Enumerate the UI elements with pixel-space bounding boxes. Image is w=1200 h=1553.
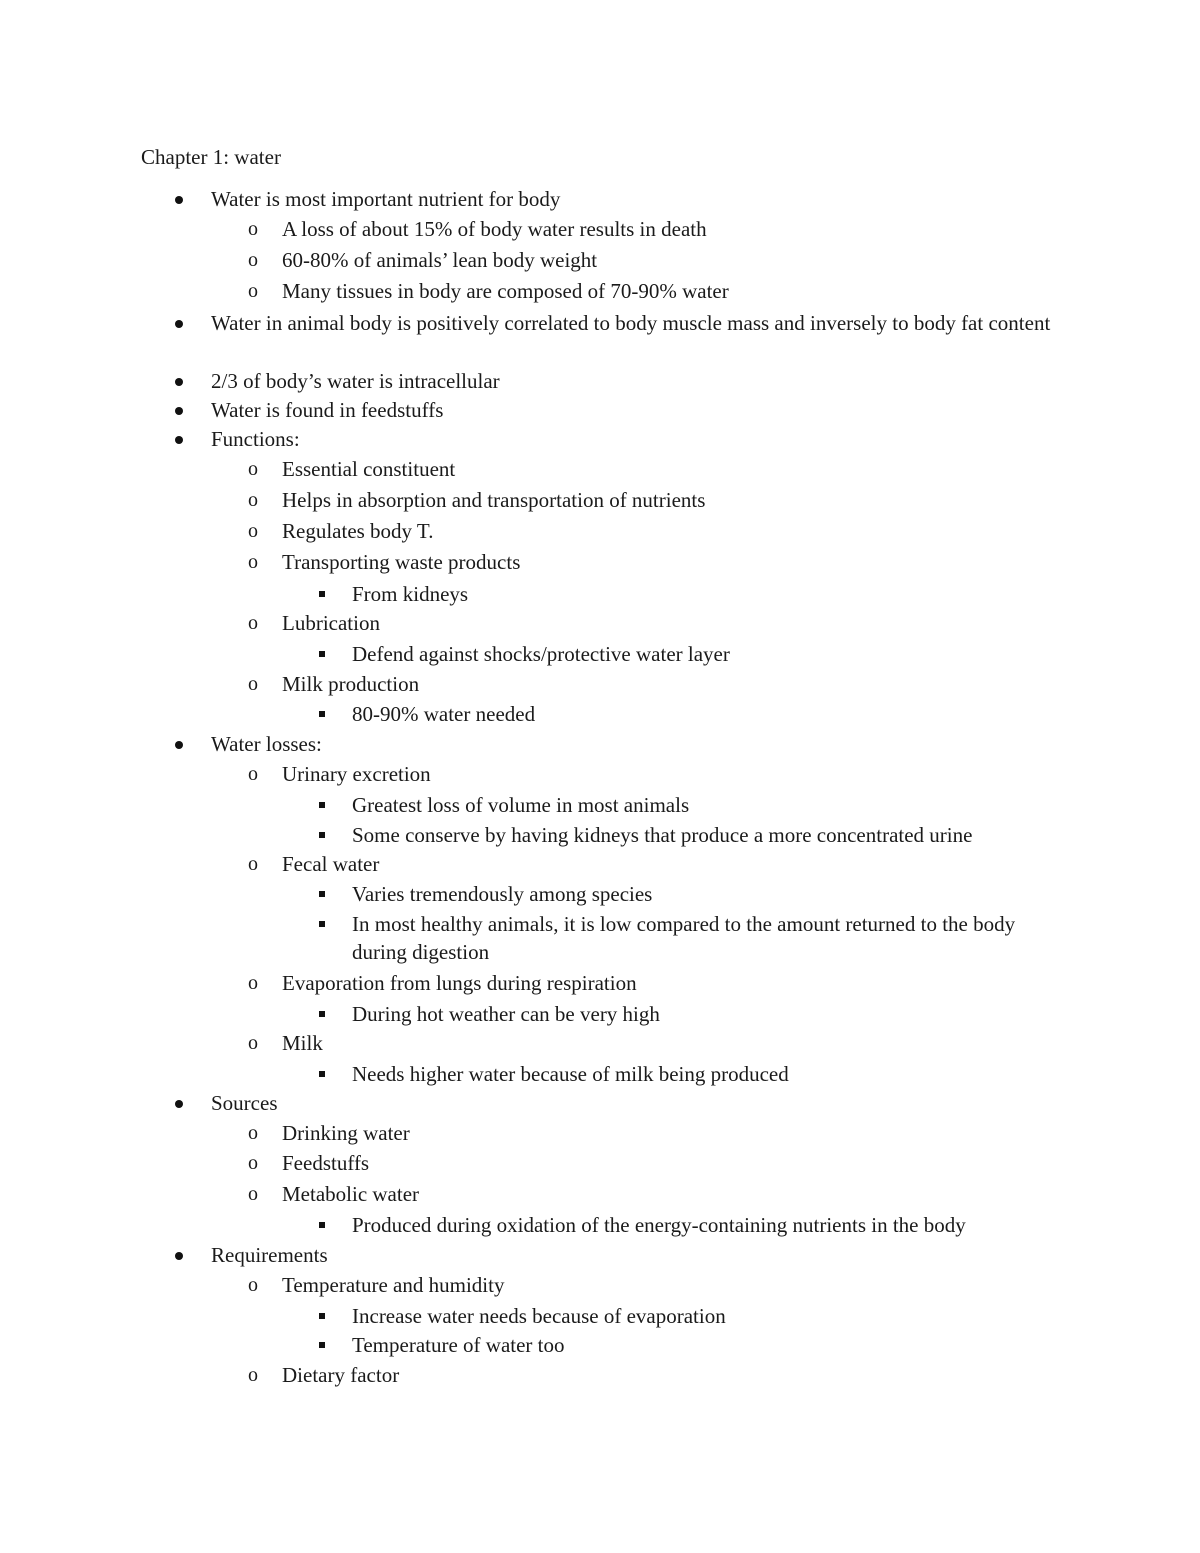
bullet-circle-icon: o bbox=[248, 673, 258, 695]
list-item bbox=[211, 1241, 1061, 1269]
list-item-text: Dietary factor bbox=[282, 1363, 400, 1387]
list-item-text: Water losses: bbox=[211, 732, 322, 756]
sub-sub-list-item bbox=[352, 1331, 1072, 1359]
sub-list-item bbox=[248, 517, 1082, 545]
sub-list-item bbox=[248, 760, 1082, 788]
list-item-text: Produced during oxidation of the energy-containing nutrients in the body bbox=[352, 1213, 966, 1237]
list-item bbox=[211, 367, 1061, 395]
sub-sub-list-item bbox=[352, 1060, 1072, 1088]
list-item-text: Many tissues in body are composed of 70-90% water bbox=[282, 279, 729, 303]
bullet-circle-icon: o bbox=[248, 763, 258, 785]
list-item-text: Evaporation from lungs during respiration bbox=[282, 971, 637, 995]
list-item-text: Water is found in feedstuffs bbox=[211, 398, 444, 422]
list-item-text: Temperature of water too bbox=[352, 1333, 565, 1357]
sub-list-item bbox=[248, 1029, 1082, 1057]
bullet-disc-icon bbox=[175, 378, 183, 386]
list-item-text: Milk bbox=[282, 1031, 323, 1055]
bullet-square-icon bbox=[319, 802, 325, 808]
list-item bbox=[211, 396, 1061, 424]
bullet-disc-icon bbox=[175, 436, 183, 444]
bullet-square-icon bbox=[319, 1313, 325, 1319]
bullet-circle-icon: o bbox=[248, 972, 258, 994]
list-item-text: Feedstuffs bbox=[282, 1151, 370, 1175]
sub-sub-list-item bbox=[352, 1302, 1072, 1330]
sub-list-item bbox=[248, 455, 1082, 483]
sub-list-item bbox=[248, 609, 1082, 637]
list-item bbox=[211, 185, 1061, 213]
list-item-text: Greatest loss of volume in most animals bbox=[352, 793, 690, 817]
list-item-text: Regulates body T. bbox=[282, 519, 434, 543]
list-item-text: Metabolic water bbox=[282, 1182, 420, 1206]
bullet-circle-icon: o bbox=[248, 520, 258, 542]
list-item-text: Urinary excretion bbox=[282, 762, 431, 786]
sub-sub-list-item bbox=[352, 700, 1072, 728]
list-item-text: In most healthy animals, it is low compared to the amount returned to the body during digestion bbox=[352, 912, 1016, 964]
bullet-circle-icon: o bbox=[248, 1183, 258, 1205]
list-item bbox=[211, 730, 1061, 758]
list-item-text: Temperature and humidity bbox=[282, 1273, 505, 1297]
sub-sub-list-item bbox=[352, 1211, 1072, 1239]
bullet-circle-icon: o bbox=[248, 1122, 258, 1144]
list-item-text: Sources bbox=[211, 1091, 278, 1115]
sub-list-item bbox=[248, 215, 1082, 243]
sub-list-item bbox=[248, 1149, 1082, 1177]
list-item-text: Transporting waste products bbox=[282, 550, 521, 574]
list-item bbox=[211, 425, 1061, 453]
list-item bbox=[211, 1089, 1061, 1117]
sub-sub-list-item bbox=[352, 1000, 1072, 1028]
sub-sub-list-item bbox=[352, 880, 1072, 908]
bullet-circle-icon: o bbox=[248, 853, 258, 875]
list-item-text: From kidneys bbox=[352, 582, 469, 606]
bullet-square-icon bbox=[319, 891, 325, 897]
bullet-circle-icon: o bbox=[248, 1032, 258, 1054]
list-item-text: A loss of about 15% of body water results in death bbox=[282, 217, 707, 241]
list-item-text: Increase water needs because of evaporation bbox=[352, 1304, 726, 1328]
bullet-square-icon bbox=[319, 1011, 325, 1017]
bullet-circle-icon: o bbox=[248, 551, 258, 573]
bullet-square-icon bbox=[319, 832, 325, 838]
bullet-square-icon bbox=[319, 1071, 325, 1077]
bullet-circle-icon: o bbox=[248, 249, 258, 271]
list-item-text: Helps in absorption and transportation of nutrients bbox=[282, 488, 706, 512]
bullet-square-icon bbox=[319, 921, 325, 927]
list-item-text: 60-80% of animals’ lean body weight bbox=[282, 248, 598, 272]
bullet-circle-icon: o bbox=[248, 280, 258, 302]
sub-sub-list-item bbox=[352, 910, 1072, 966]
sub-list-item bbox=[248, 277, 1082, 305]
sub-sub-list-item bbox=[352, 580, 1072, 608]
sub-list-item bbox=[248, 246, 1082, 274]
sub-list-item bbox=[248, 850, 1082, 878]
list-item-text: Water in animal body is positively correlated to body muscle mass and inversely to body fat content bbox=[211, 311, 1051, 335]
bullet-square-icon bbox=[319, 651, 325, 657]
bullet-circle-icon: o bbox=[248, 458, 258, 480]
list-item-text: Milk production bbox=[282, 672, 420, 696]
bullet-circle-icon: o bbox=[248, 612, 258, 634]
sub-list-item bbox=[248, 969, 1082, 997]
bullet-disc-icon bbox=[175, 320, 183, 328]
list-item-text: Drinking water bbox=[282, 1121, 410, 1145]
list-item-text: Requirements bbox=[211, 1243, 328, 1267]
bullet-circle-icon: o bbox=[248, 1364, 258, 1386]
bullet-square-icon bbox=[319, 1222, 325, 1228]
bullet-disc-icon bbox=[175, 1100, 183, 1108]
sub-sub-list-item bbox=[352, 640, 1072, 668]
sub-sub-list-item bbox=[352, 821, 1072, 849]
list-item-text: Some conserve by having kidneys that produce a more concentrated urine bbox=[352, 823, 973, 847]
bullet-square-icon bbox=[319, 1342, 325, 1348]
list-item-text: Water is most important nutrient for body bbox=[211, 187, 561, 211]
sub-list-item bbox=[248, 1180, 1082, 1208]
bullet-square-icon bbox=[319, 711, 325, 717]
bullet-circle-icon: o bbox=[248, 1274, 258, 1296]
list-item-text: 2/3 of body’s water is intracellular bbox=[211, 369, 500, 393]
list-item bbox=[211, 309, 1061, 337]
list-item-text: 80-90% water needed bbox=[352, 702, 536, 726]
list-item-text: Needs higher water because of milk being produced bbox=[352, 1062, 789, 1086]
sub-list-item bbox=[248, 486, 1082, 514]
bullet-circle-icon: o bbox=[248, 218, 258, 240]
bullet-disc-icon bbox=[175, 407, 183, 415]
sub-sub-list-item bbox=[352, 791, 1072, 819]
list-item-text: Defend against shocks/protective water layer bbox=[352, 642, 730, 666]
list-item-text: Essential constituent bbox=[282, 457, 456, 481]
page-title: Chapter 1: water bbox=[141, 145, 281, 169]
list-item-text: Functions: bbox=[211, 427, 300, 451]
sub-list-item bbox=[248, 1119, 1082, 1147]
bullet-circle-icon: o bbox=[248, 489, 258, 511]
bullet-circle-icon: o bbox=[248, 1152, 258, 1174]
sub-list-item bbox=[248, 1271, 1082, 1299]
bullet-disc-icon bbox=[175, 196, 183, 204]
list-item-text: Varies tremendously among species bbox=[352, 882, 653, 906]
sub-list-item bbox=[248, 1361, 1082, 1389]
bullet-square-icon bbox=[319, 591, 325, 597]
sub-list-item bbox=[248, 670, 1082, 698]
list-item-text: Lubrication bbox=[282, 611, 380, 635]
list-item-text: Fecal water bbox=[282, 852, 380, 876]
bullet-disc-icon bbox=[175, 1252, 183, 1260]
bullet-disc-icon bbox=[175, 741, 183, 749]
list-item-text: During hot weather can be very high bbox=[352, 1002, 660, 1026]
sub-list-item bbox=[248, 548, 1082, 576]
